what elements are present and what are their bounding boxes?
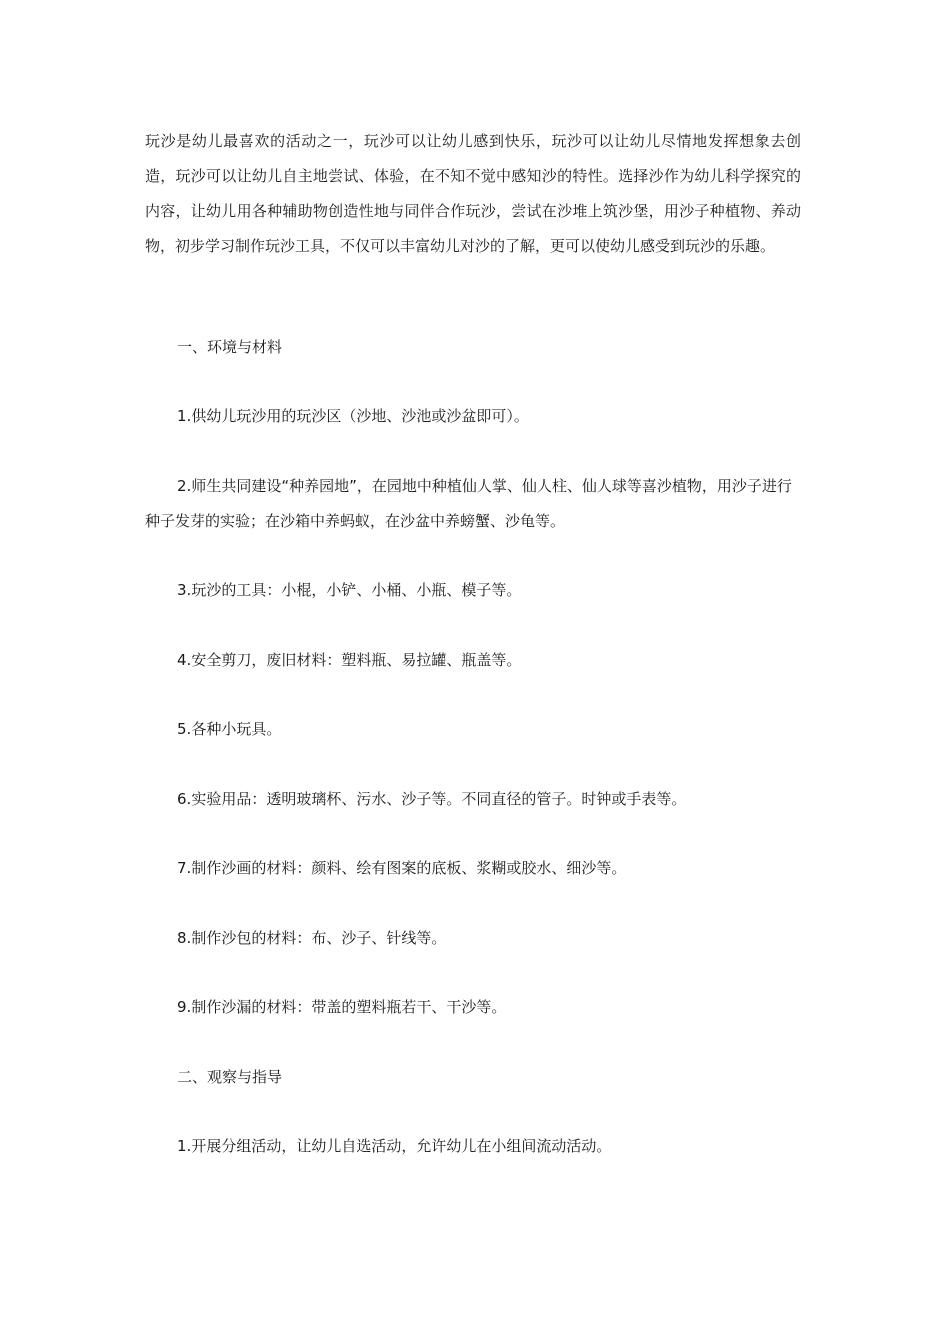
list-item [145, 921, 801, 956]
list-item [145, 469, 801, 539]
item-number: 8. [177, 929, 192, 947]
list-item [145, 712, 801, 747]
list-item [145, 399, 801, 434]
item-text: 制作沙包的材料：布、沙子、针线等。 [191, 929, 447, 947]
list-item [145, 643, 801, 678]
list-item [145, 990, 801, 1025]
item-text: 实验用品：透明玻璃杯、污水、沙子等。不同直径的管子。时钟或手表等。 [191, 790, 687, 808]
item-text: 供幼儿玩沙用的玩沙区（沙地、沙池或沙盆即可）。 [191, 407, 529, 425]
section-heading-observation: 二、观察与指导 [177, 1068, 283, 1086]
item-text: 开展分组活动，让幼儿自选活动，允许幼儿在小组间流动活动。 [191, 1137, 612, 1155]
item-number: 2. [177, 477, 192, 495]
item-text: 各种小玩具。 [191, 720, 282, 738]
section-heading-environment: 一、环境与材料 [177, 338, 283, 356]
item-text: 安全剪刀，废旧材料：塑料瓶、易拉罐、瓶盖等。 [191, 651, 522, 669]
item-text: 师生共同建设“种养园地”，在园地中种植仙人掌、仙人柱、仙人球等喜沙植物，用沙子进行种子发芽的实验；在沙箱中养蚂蚁，在沙盆中养螃蟹、沙龟等。 [145, 477, 792, 530]
item-number: 5. [177, 720, 192, 738]
list-item [145, 573, 801, 608]
item-number: 7. [177, 859, 192, 877]
item-number: 3. [177, 581, 192, 599]
item-text: 制作沙画的材料：颜料、绘有图案的底板、浆糊或胶水、细沙等。 [191, 859, 627, 877]
item-number: 6. [177, 790, 192, 808]
item-number: 1. [177, 1137, 192, 1155]
item-text: 玩沙的工具：小棍，小铲、小桶、小瓶、模子等。 [191, 581, 522, 599]
list-item [145, 782, 801, 817]
intro-paragraph: 玩沙是幼儿最喜欢的活动之一，玩沙可以让幼儿感到快乐，玩沙可以让幼儿尽情地发挥想象去创造，玩沙可以让幼儿自主地尝试、体验，在不知不觉中感知沙的特性。选择沙作为幼儿科学探究的内容，让幼儿用各种辅助物创造性地与同伴合作玩沙，尝试在沙堆上筑沙堡，用沙子种植物、养动物，初步学习制作玩沙工具，不仅可以丰富幼儿对沙的了解，更可以使幼儿感受到玩沙的乐趣。 [145, 132, 801, 255]
item-number: 1. [177, 407, 192, 425]
item-text: 制作沙漏的材料：带盖的塑料瓶若干、干沙等。 [191, 998, 507, 1016]
item-number: 4. [177, 651, 192, 669]
item-number: 9. [177, 998, 192, 1016]
list-item [145, 1129, 801, 1164]
list-item [145, 851, 801, 886]
